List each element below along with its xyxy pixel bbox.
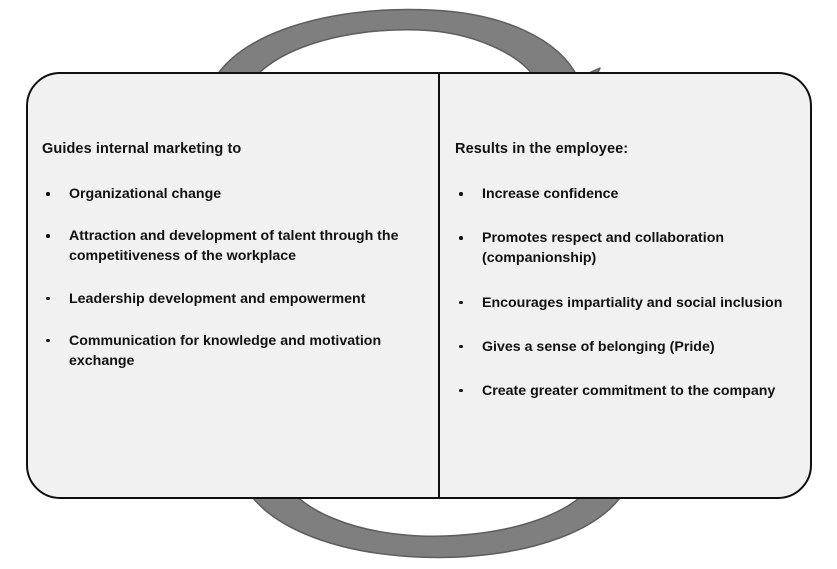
list-item xyxy=(455,293,815,313)
bullet-dot-icon xyxy=(46,339,50,343)
list-item xyxy=(42,226,424,266)
list-item xyxy=(455,381,815,401)
list-item xyxy=(42,184,424,204)
list-item-label: Create greater commitment to the company xyxy=(482,382,776,399)
list-item-label: Attraction and development of talent through the competitiveness of the workplace xyxy=(69,228,399,265)
bullet-dot-icon xyxy=(459,345,463,349)
list-item xyxy=(455,228,815,268)
list-item-label: Promotes respect and collaboration (companionship) xyxy=(482,230,725,267)
right-panel-heading: Results in the employee: xyxy=(455,141,629,157)
bullet-dot-icon xyxy=(459,389,463,393)
bullet-dot-icon xyxy=(459,192,463,196)
bullet-dot-icon xyxy=(46,192,50,196)
list-item xyxy=(42,289,424,309)
bullet-dot-icon xyxy=(46,234,50,238)
bullet-dot-icon xyxy=(46,297,50,301)
left-panel xyxy=(42,140,424,371)
list-item xyxy=(455,184,815,204)
bullet-dot-icon xyxy=(459,301,463,305)
list-item-label: Increase confidence xyxy=(482,186,619,203)
right-panel xyxy=(455,140,815,425)
panel-divider xyxy=(438,74,440,497)
list-item xyxy=(42,331,424,371)
list-item-label: Gives a sense of belonging (Pride) xyxy=(482,338,715,355)
list-item-label: Encourages impartiality and social inclusion xyxy=(482,294,783,311)
right-panel-bullet-list xyxy=(455,184,815,401)
list-item-label: Communication for knowledge and motivation exchange xyxy=(69,332,382,369)
left-panel-bullet-list xyxy=(42,184,424,371)
bullet-dot-icon xyxy=(459,236,463,240)
list-item xyxy=(455,337,815,357)
list-item-label: Organizational change xyxy=(69,186,222,203)
list-item-label: Leadership development and empowerment xyxy=(69,290,366,307)
left-panel-heading: Guides internal marketing to xyxy=(42,141,242,157)
